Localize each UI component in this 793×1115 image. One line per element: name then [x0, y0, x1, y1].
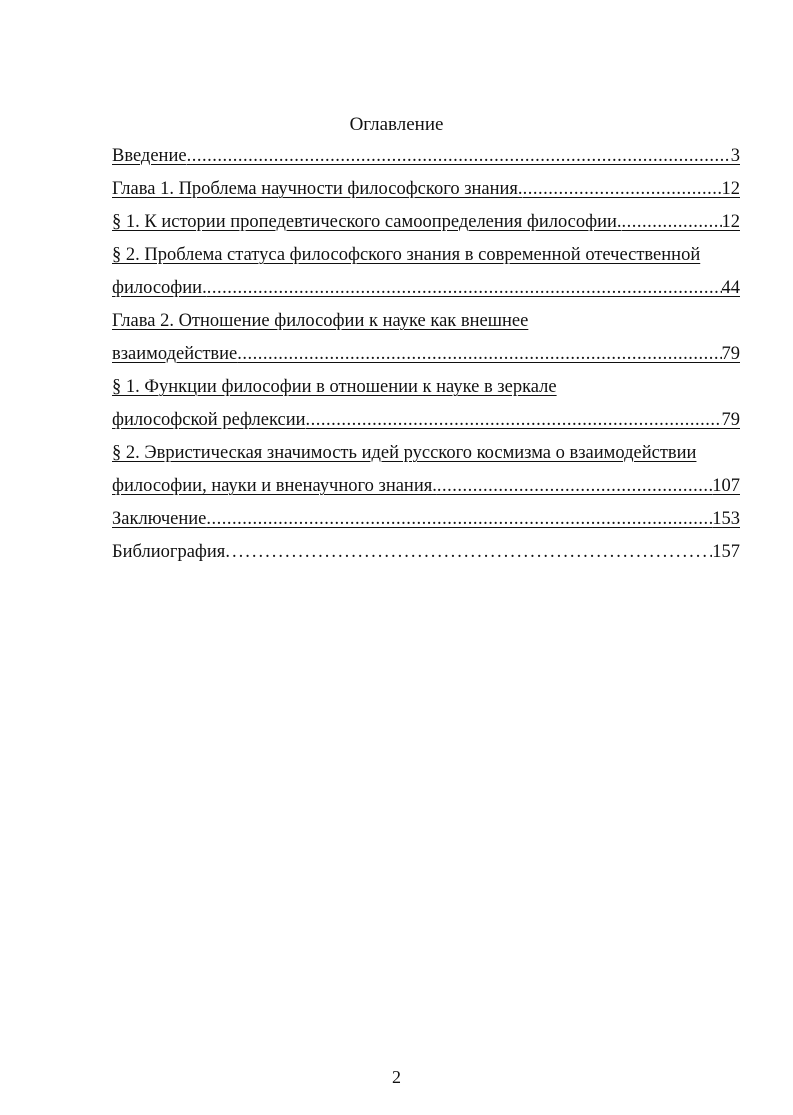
toc-page-number: 44	[721, 278, 740, 298]
toc-entry-text: § 1. Функции философии в отношении к науке в зеркале	[112, 377, 557, 397]
toc-leader-dots	[622, 206, 722, 239]
toc-leader-dots	[237, 338, 721, 371]
toc-entry-text: Введение	[112, 146, 187, 166]
toc-page-number: 157	[712, 542, 740, 562]
toc-page-number: 12	[721, 212, 740, 232]
table-of-contents	[112, 140, 740, 569]
toc-leader-dots	[206, 503, 712, 536]
toc-entry-chapter-2-section-1-cont[interactable]	[112, 404, 740, 437]
toc-entry-text: взаимодействие	[112, 344, 238, 364]
toc-entry-text: § 2. Эвристическая значимость идей русского космизма о взаимодействии	[112, 443, 697, 463]
toc-leader-dots	[187, 140, 731, 173]
toc-entry-text: философии, науки и вненаучного знания.	[112, 476, 437, 496]
toc-entry-text: § 1. К истории пропедевтического самоопределения философии.	[112, 212, 622, 232]
toc-leader-dots	[306, 404, 722, 437]
toc-entry-chapter-2-section-2-cont[interactable]	[112, 470, 740, 503]
toc-entry-chapter-1-section-2[interactable]	[112, 239, 740, 272]
toc-leader-dots	[207, 272, 722, 305]
toc-entry-introduction[interactable]	[112, 140, 740, 173]
toc-entry-conclusion[interactable]	[112, 503, 740, 536]
toc-entry-text: Глава 1. Проблема научности философского знания.	[112, 179, 523, 199]
toc-page-number: 12	[721, 179, 740, 199]
toc-page-number: 107	[712, 476, 740, 496]
toc-entry-chapter-2-cont[interactable]	[112, 338, 740, 371]
toc-page-number: 79	[721, 344, 740, 364]
toc-entry-text: Библиография	[112, 542, 226, 562]
toc-entry-chapter-1-section-2-cont[interactable]	[112, 272, 740, 305]
toc-page-number: 3	[730, 146, 740, 166]
toc-entry-bibliography[interactable]	[112, 536, 740, 569]
toc-page-number: 153	[712, 509, 740, 529]
page-number: 2	[392, 1067, 401, 1087]
toc-entry-chapter-2-section-1[interactable]	[112, 371, 740, 404]
toc-entry-text: Заключение	[112, 509, 207, 529]
toc-leader-dots	[523, 173, 722, 206]
toc-entry-text: Глава 2. Отношение философии к науке как внешнее	[112, 311, 529, 331]
toc-entry-chapter-1-section-1[interactable]	[112, 206, 740, 239]
toc-leader-dots	[437, 470, 712, 503]
toc-page-number: 79	[721, 410, 740, 430]
toc-entry-chapter-1[interactable]	[112, 173, 740, 206]
toc-entry-text: § 2. Проблема статуса философского знания в современной отечественной	[112, 245, 701, 265]
toc-entry-text: философской рефлексии	[112, 410, 306, 430]
toc-entry-chapter-2[interactable]	[112, 305, 740, 338]
page-title: Оглавление	[349, 114, 444, 135]
toc-entry-text: философии.	[112, 278, 207, 298]
toc-leader-dots	[225, 536, 712, 569]
toc-entry-chapter-2-section-2[interactable]	[112, 437, 740, 470]
